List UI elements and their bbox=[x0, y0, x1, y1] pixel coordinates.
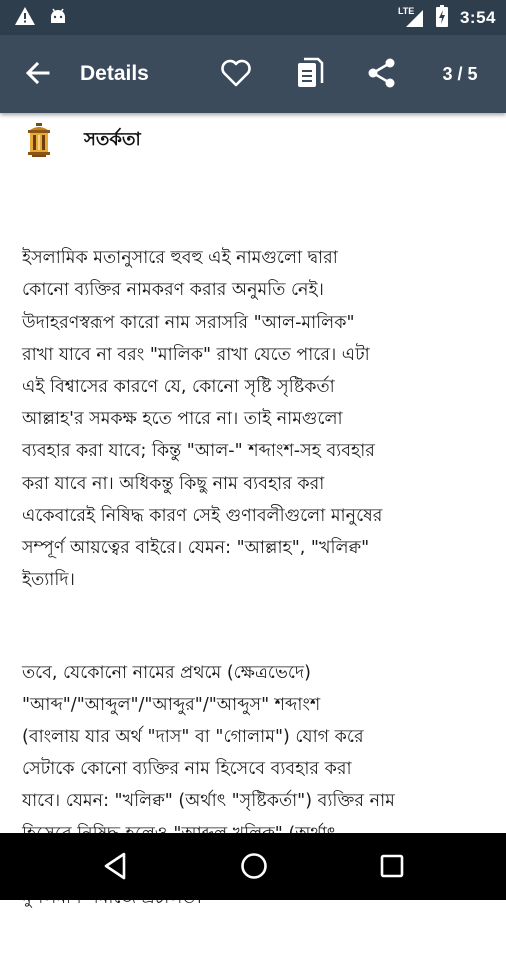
network-type: LTE bbox=[397, 5, 415, 16]
heart-outline-icon bbox=[220, 58, 252, 92]
clock: 3:54 bbox=[459, 7, 496, 27]
back-button[interactable] bbox=[22, 59, 54, 91]
share-icon bbox=[366, 57, 398, 93]
nav-home-icon bbox=[239, 851, 269, 885]
lantern-icon bbox=[24, 123, 54, 157]
signal-icon bbox=[397, 5, 424, 28]
status-bar bbox=[0, 0, 506, 35]
copy-icon bbox=[296, 57, 324, 93]
status-left bbox=[14, 6, 68, 30]
section-heading: সতর্কতা bbox=[84, 128, 141, 150]
back-arrow-icon bbox=[25, 60, 51, 90]
favorite-button[interactable] bbox=[216, 55, 256, 95]
android-icon bbox=[48, 6, 68, 30]
share-button[interactable] bbox=[360, 55, 404, 95]
nav-recents-icon bbox=[380, 854, 404, 882]
page-counter: 3 / 5 bbox=[442, 64, 478, 84]
page-title: Details bbox=[80, 62, 149, 85]
details-content[interactable] bbox=[0, 113, 506, 833]
warning-icon bbox=[14, 6, 36, 30]
paragraph: ইসলামিক মতানুসারে হুবহু এই নামগুলো দ্বারা কোনো ব্যক্তির নামকরণ করার অনুমতি নেই। উদাহরণস্বরূপ কারো নাম সরাসরি "আল-মালিক" রাখা যাবে না বরং "মালিক" রাখা যেতে পারে। এটা এই বিশ্বাসের কারণে যে, কোনো সৃষ্টি সৃষ্টিকর্তা আল্লাহ'র সমকক্ষ হতে পারে না। তাই নামগুলো ব্যবহার করা যাবে; কিন্তু "আল-" শব্দাংশ-সহ ব্যবহার করা যাবে না। অধিকন্তু কিছু নাম ব্যবহার করা একেবারেই নিষিদ্ধ কারণ সেই গুণাবলীগুলো মানুষের সম্পূর্ণ আয়ত্বের বাইরে। যেমন: "আল্লাহ", "খলিক্ব" ইত্যাদি। bbox=[22, 248, 383, 591]
system-nav-bar bbox=[0, 833, 506, 900]
status-right bbox=[397, 5, 496, 31]
section-header bbox=[24, 123, 141, 157]
nav-back-icon bbox=[102, 852, 128, 884]
nav-home-button[interactable] bbox=[238, 852, 270, 884]
app-bar bbox=[0, 35, 506, 113]
nav-back-button[interactable] bbox=[100, 853, 130, 883]
paragraph: তবে, যেকোনো নামের প্রথমে (ক্ষেত্রভেদে) "আব্দ"/"আব্দুল"/"আব্দুর"/"আব্দুস" শব্দাংশ (বাংলায় যার অর্থ "দাস" বা "গোলাম") যোগ করে সেটাকে কোনো ব্যক্তির নাম হিসেবে ব্যবহার করা যাবে। যেমন: "খলিক্ব" (অর্থাৎ "সৃষ্টিকর্তা") ব্যক্তির নাম bbox=[22, 662, 395, 812]
nav-recents-button[interactable] bbox=[378, 854, 406, 882]
battery-charging-icon bbox=[436, 5, 448, 31]
copy-button[interactable] bbox=[290, 55, 330, 95]
